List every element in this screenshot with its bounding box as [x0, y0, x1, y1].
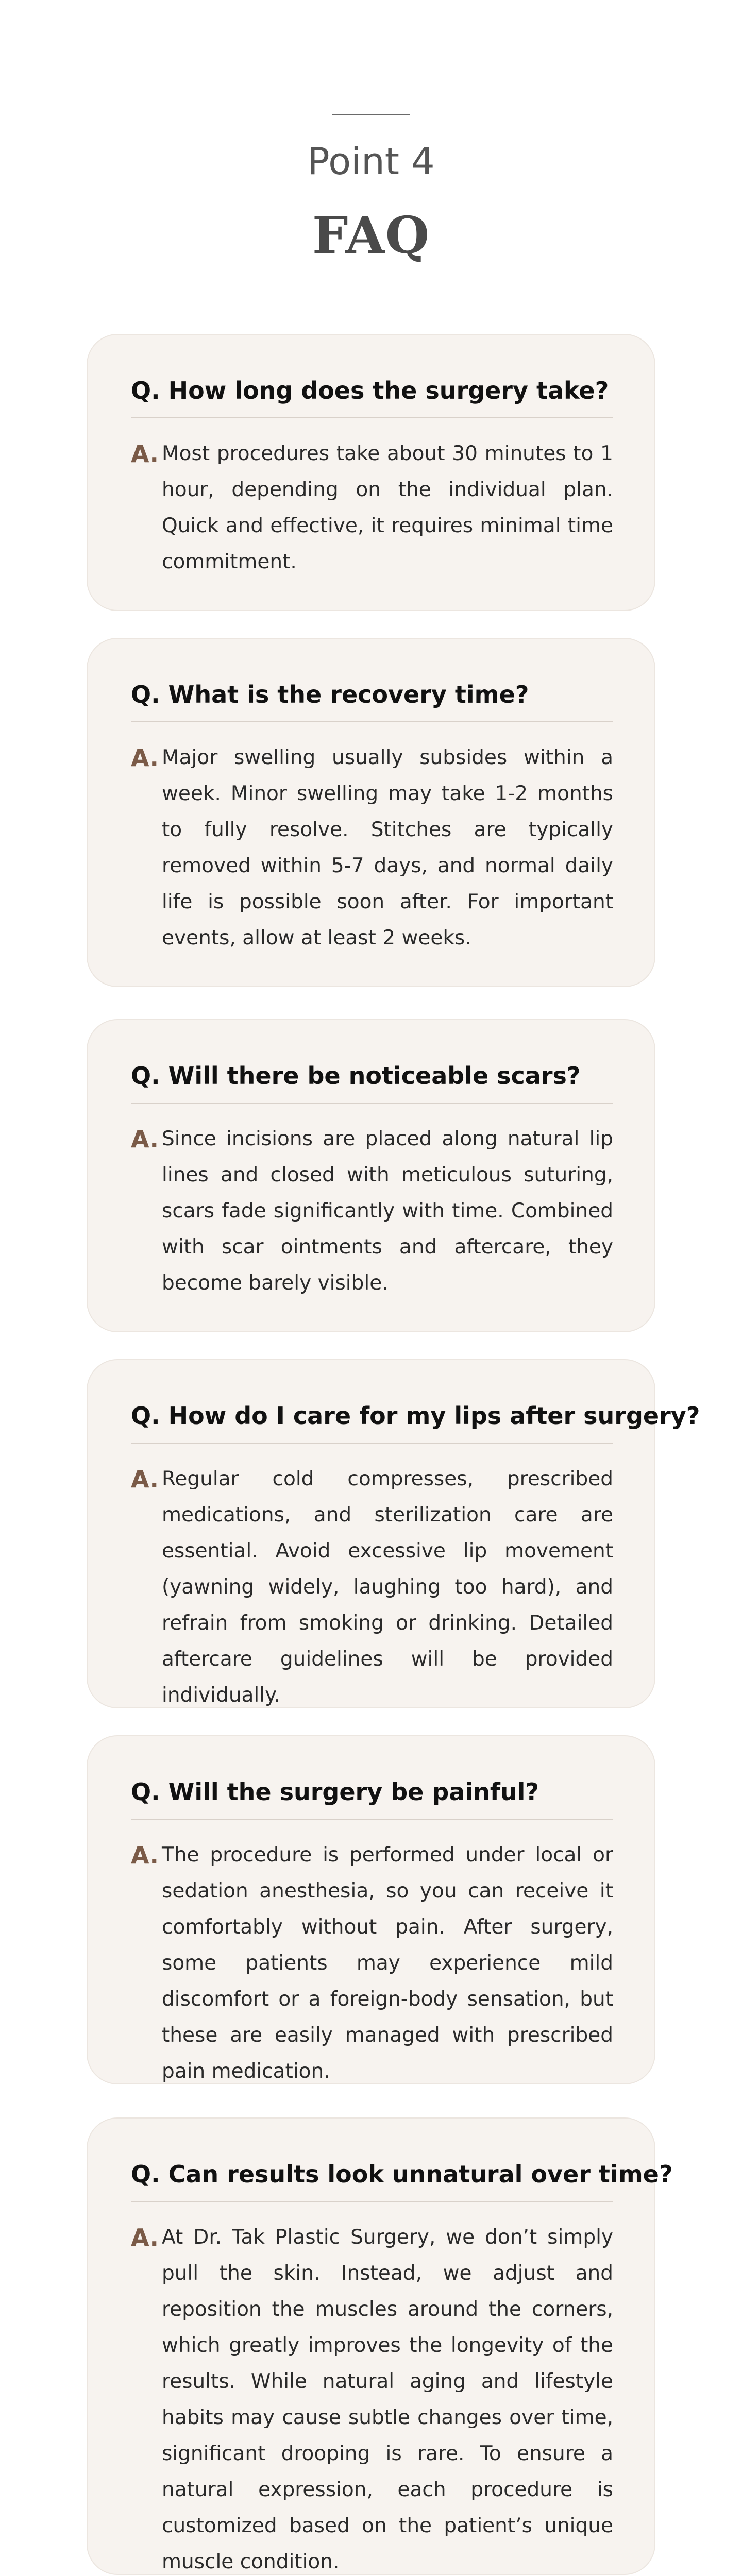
question-text: How long does the surgery take? [168, 377, 609, 404]
faq-card [87, 1735, 655, 2084]
faq-card [87, 334, 655, 611]
question-text: Will the surgery be painful? [168, 1778, 539, 1806]
question-prefix: Q. [131, 1778, 160, 1806]
faq-card [87, 2117, 673, 2575]
question-divider [131, 721, 613, 722]
question-prefix: Q. [131, 681, 160, 708]
question-prefix: Q. [131, 1062, 160, 1090]
answer-text: The procedure is performed under local or sedation anesthesia, so you can receive it comfortably without pain. After surgery, some patients may experience mild discomfort or a foreign-body sensation, but these are easily managed with prescribed pain medication. [162, 1843, 613, 2083]
question-text: Can results look unnatural over time? [168, 2160, 673, 2188]
faq-question [131, 1401, 700, 1430]
answer-prefix: A. [131, 2224, 159, 2251]
question-text: Will there be noticeable scars? [168, 1062, 581, 1090]
question-divider [131, 417, 613, 418]
faq-question [131, 680, 613, 709]
faq-card [87, 1359, 700, 1708]
answer-text: Since incisions are placed along natural lip lines and closed with meticulous suturing, scars fade significantly with time. Combined with scar ointments and aftercare, they become barely visible. [162, 1127, 613, 1295]
faq-question [131, 1061, 613, 1090]
faq-card [87, 638, 655, 987]
answer-text: Most procedures take about 30 minutes to 1 hour, depending on the individual plan. Quick and effective, it requires minimal time commitment. [162, 442, 613, 573]
answer-prefix: A. [131, 1841, 159, 1869]
section-title: FAQ [312, 206, 430, 265]
answer-prefix: A. [131, 440, 159, 468]
question-divider [131, 1103, 613, 1104]
faq-card [87, 1019, 655, 1332]
answer-text: Major swelling usually subsides within a week. Minor swelling may take 1-2 months to fully resolve. Stitches are typically removed within 5-7 days, and normal daily life is possible soon after. For important events, allow at least 2 weeks. [162, 746, 613, 950]
answer-text: Regular cold compresses, prescribed medications, and sterilization care are essential. Avoid excessive lip movement (yawning widely, laughing too hard), and refrain from smoking or drinking. Detailed aftercare guidelines will be provided individually. [162, 1467, 613, 1707]
question-divider [131, 1819, 613, 1820]
faq-question [131, 376, 613, 405]
faq-question [131, 2160, 673, 2189]
question-divider [131, 2201, 613, 2202]
question-text: What is the recovery time? [168, 681, 529, 708]
header-divider [332, 114, 410, 115]
point-label: Point 4 [307, 140, 435, 183]
faq-question [131, 1777, 613, 1806]
answer-prefix: A. [131, 1125, 159, 1153]
question-divider [131, 1443, 613, 1444]
question-prefix: Q. [131, 377, 160, 404]
answer-prefix: A. [131, 1465, 159, 1493]
answer-prefix: A. [131, 744, 159, 772]
question-prefix: Q. [131, 1402, 160, 1430]
question-prefix: Q. [131, 2160, 160, 2188]
question-text: How do I care for my lips after surgery? [168, 1402, 700, 1430]
answer-text: At Dr. Tak Plastic Surgery, we don’t simply pull the skin. Instead, we adjust and reposition the muscles around the corners, which greatly improves the longevity of the results. While natural aging and lifestyle habits may cause subtle changes over time, significant drooping is rare. To ensure a natural expression, each procedure is customized based on the patient’s unique muscle condition. [162, 2226, 613, 2573]
